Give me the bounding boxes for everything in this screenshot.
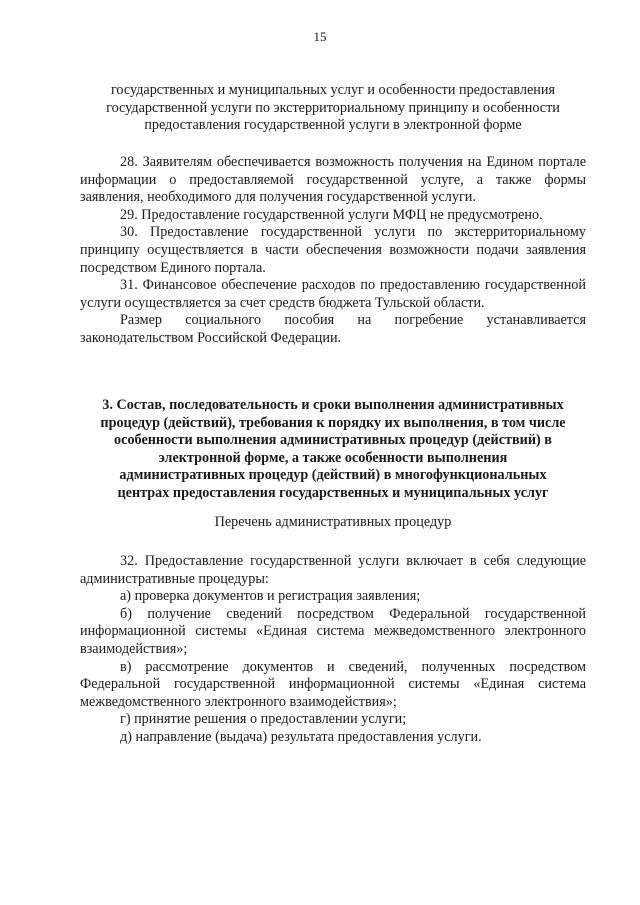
- section-heading-line: процедур (действий), требования к порядку их выполнения, в том числе: [100, 414, 566, 431]
- list-item: а) проверка документов и регистрация заявления;: [120, 588, 421, 605]
- paragraph-30: 30. Предоставление государственной услуги по экстерриториальному принципу осуществляется в части обеспечения возможности подачи заявления посредством Единого портала.: [80, 224, 586, 276]
- list-item: в) рассмотрение документов и сведений, полученных посредством Федеральной государственной информационной системы «Единая система межведомственного электронного взаимодействия»;: [80, 658, 586, 710]
- list-item: г) принятие решения о предоставлении услуги;: [120, 711, 407, 728]
- intro-title-line: государственных и муниципальных услуг и особенности предоставления: [110, 82, 556, 98]
- intro-title-line: предоставления государственной услуги в электронной форме: [144, 117, 522, 134]
- list-item: б) получение сведений посредством Федеральной государственной информационной системы «Единая система межведомственного электронного взаимодействия»;: [80, 605, 586, 657]
- section-heading-line: особенности выполнения административных процедур (действий) в: [114, 432, 552, 449]
- section-heading-line: центрах предоставления государственных и муниципальных услуг: [117, 484, 549, 501]
- list-item: д) направление (выдача) результата предоставления услуги.: [120, 728, 482, 745]
- paragraph-29: 29. Предоставление государственной услуги МФЦ не предусмотрено.: [120, 206, 543, 223]
- paragraph-28: 28. Заявителям обеспечивается возможность получения на Едином портале информации о предоставляемой государственной услуге, а также формы заявления, необходимого для получения государственной услуги.: [80, 154, 586, 206]
- section-heading-line: электронной форме, а также особенности выполнения: [158, 449, 508, 466]
- intro-title-line: государственной услуги по экстерриториальному принципу и особенности: [106, 99, 560, 116]
- paragraph-32: 32. Предоставление государственной услуги включает в себя следующие административные процедуры:: [80, 553, 586, 587]
- section-heading-line: административных процедур (действий) в многофункциональных: [119, 467, 547, 484]
- paragraphs: [80, 154, 586, 348]
- paragraph-benefit: Размер социального пособия на погребение устанавливается законодательством Российской Федерации.: [80, 312, 586, 346]
- paragraph-31: 31. Финансовое обеспечение расходов по предоставлению государственной услуги осуществляется за счет средств бюджета Тульской области.: [80, 277, 586, 311]
- subheading: Перечень административных процедур: [214, 514, 452, 530]
- page-number: 15: [313, 29, 327, 44]
- section-heading-line: 3. Состав, последовательность и сроки выполнения административных: [102, 397, 564, 413]
- section-heading: [80, 397, 586, 503]
- intro-title: [80, 82, 586, 135]
- item-32: [80, 553, 586, 747]
